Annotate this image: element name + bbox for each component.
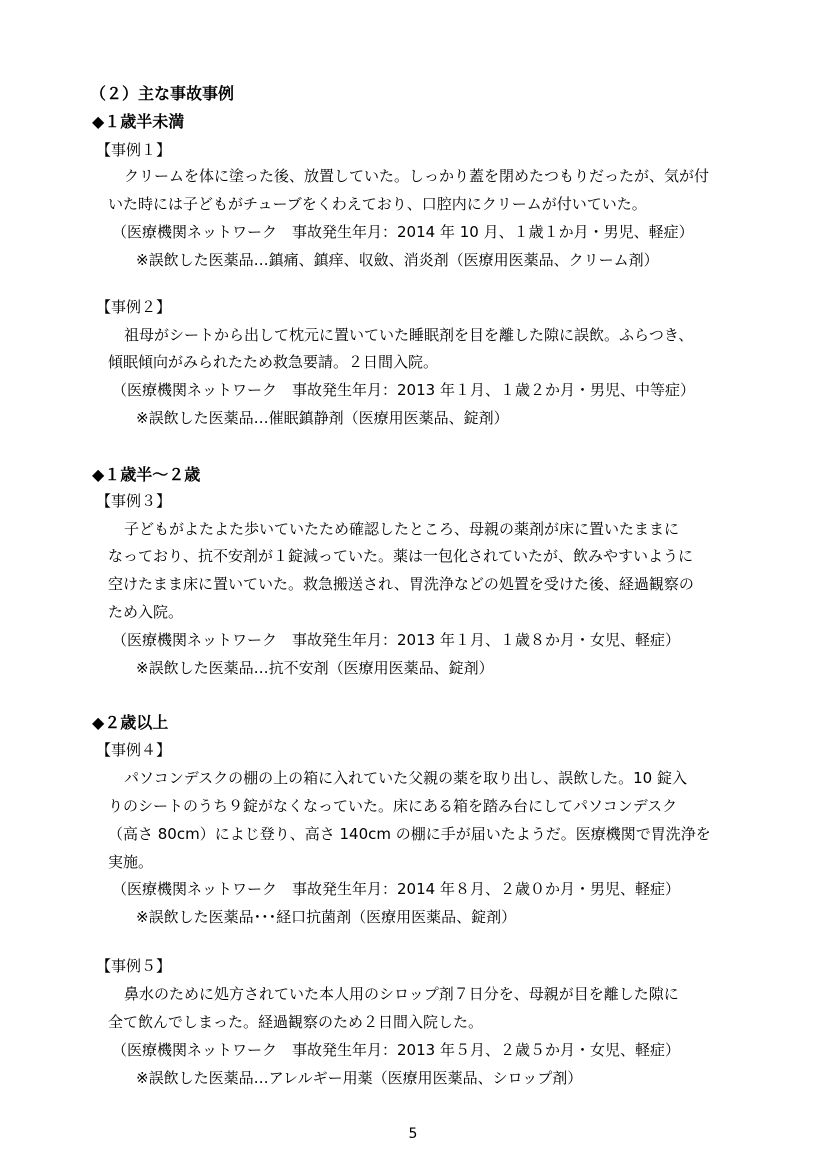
case-2-source: （医療機関ネットワーク 事故発生年月：2013 年１月、１歳２か月・男児、中等症） [112, 381, 695, 399]
page-number: 5 [408, 1126, 418, 1142]
case-5-body-line: 全て飲んでしまった。経過観察のため２日間入院した。 [108, 1013, 484, 1031]
case-4-drug: ※誤飲した医薬品･･･経口抗菌剤（医療用医薬品、錠剤） [136, 908, 517, 926]
case-4-body-line: （高さ 80cm）によじ登り、高さ 140cm の棚に手が届いたようだ。医療機関で胃洗浄を [108, 825, 711, 843]
case-3-drug: ※誤飲した医薬品…抗不安剤（医療用医薬品、錠剤） [136, 659, 494, 677]
case-1-body-line: いた時には子どもがチューブをくわえており、口腔内にクリームが付いていた。 [108, 195, 647, 213]
case-1-body-line: クリームを体に塗った後、放置していた。しっかり蓋を閉めたつもりだったが、気が付 [124, 167, 710, 185]
group-heading-under-1-5: ◆１歳半未満 [92, 112, 185, 131]
case-1-source: （医療機関ネットワーク 事故発生年月：2014 年 10 月、１歳１か月・男児、軽症） [112, 223, 694, 241]
case-5-label: 【事例５】 [96, 957, 172, 975]
case-4-label: 【事例４】 [96, 741, 172, 759]
case-5-drug: ※誤飲した医薬品…アレルギー用薬（医療用医薬品、シロップ剤） [136, 1069, 583, 1087]
case-3-label: 【事例３】 [96, 492, 172, 510]
case-5-body-line: 鼻水のために処方されていた本人用のシロップ剤７日分を、母親が目を離した隙に [124, 985, 679, 1003]
case-5-source: （医療機関ネットワーク 事故発生年月：2013 年５月、２歳５か月・女児、軽症） [112, 1041, 680, 1059]
case-3-body-line: 子どもがよたよた歩いていたため確認したところ、母親の薬剤が床に置いたままに [124, 520, 680, 538]
case-1-drug: ※誤飲した医薬品…鎮痛、鎮痒、収斂、消炎剤（医療用医薬品、クリーム剤） [136, 251, 659, 269]
case-4-body-line: パソコンデスクの棚の上の箱に入れていた父親の薬を取り出し、誤飲した。10 錠入 [124, 769, 687, 787]
case-1-label: 【事例１】 [96, 141, 172, 159]
group-heading-1-5-to-2: ◆１歳半～２歳 [92, 465, 201, 484]
case-2-label: 【事例２】 [96, 298, 172, 316]
case-3-source: （医療機関ネットワーク 事故発生年月：2013 年１月、１歳８か月・女児、軽症） [112, 631, 680, 649]
section-title: （２）主な事故事例 [90, 84, 235, 103]
case-2-body-line: 傾眠傾向がみられたため救急要請。２日間入院。 [108, 353, 439, 371]
case-2-drug: ※誤飲した医薬品…催眠鎮静剤（医療用医薬品、錠剤） [136, 409, 509, 427]
case-2-body-line: 祖母がシートから出して枕元に置いていた睡眠剤を目を離した隙に誤飲。ふらつき、 [124, 326, 694, 344]
case-3-body-line: なっており、抗不安剤が１錠減っていた。薬は一包化されていたが、飲みやすいように [108, 547, 694, 565]
case-4-body-line: 実施。 [108, 853, 154, 871]
group-heading-over-2: ◆２歳以上 [92, 713, 169, 732]
case-3-body-line: 空けたまま床に置いていた。救急搬送され、胃洗浄などの処置を受けた後、経過観察の [108, 575, 694, 593]
case-3-body-line: ため入院。 [108, 603, 184, 621]
case-4-source: （医療機関ネットワーク 事故発生年月：2014 年８月、２歳０か月・男児、軽症） [112, 880, 680, 898]
case-4-body-line: りのシートのうち９錠がなくなっていた。床にある箱を踏み台にしてパソコンデスク [108, 797, 678, 815]
